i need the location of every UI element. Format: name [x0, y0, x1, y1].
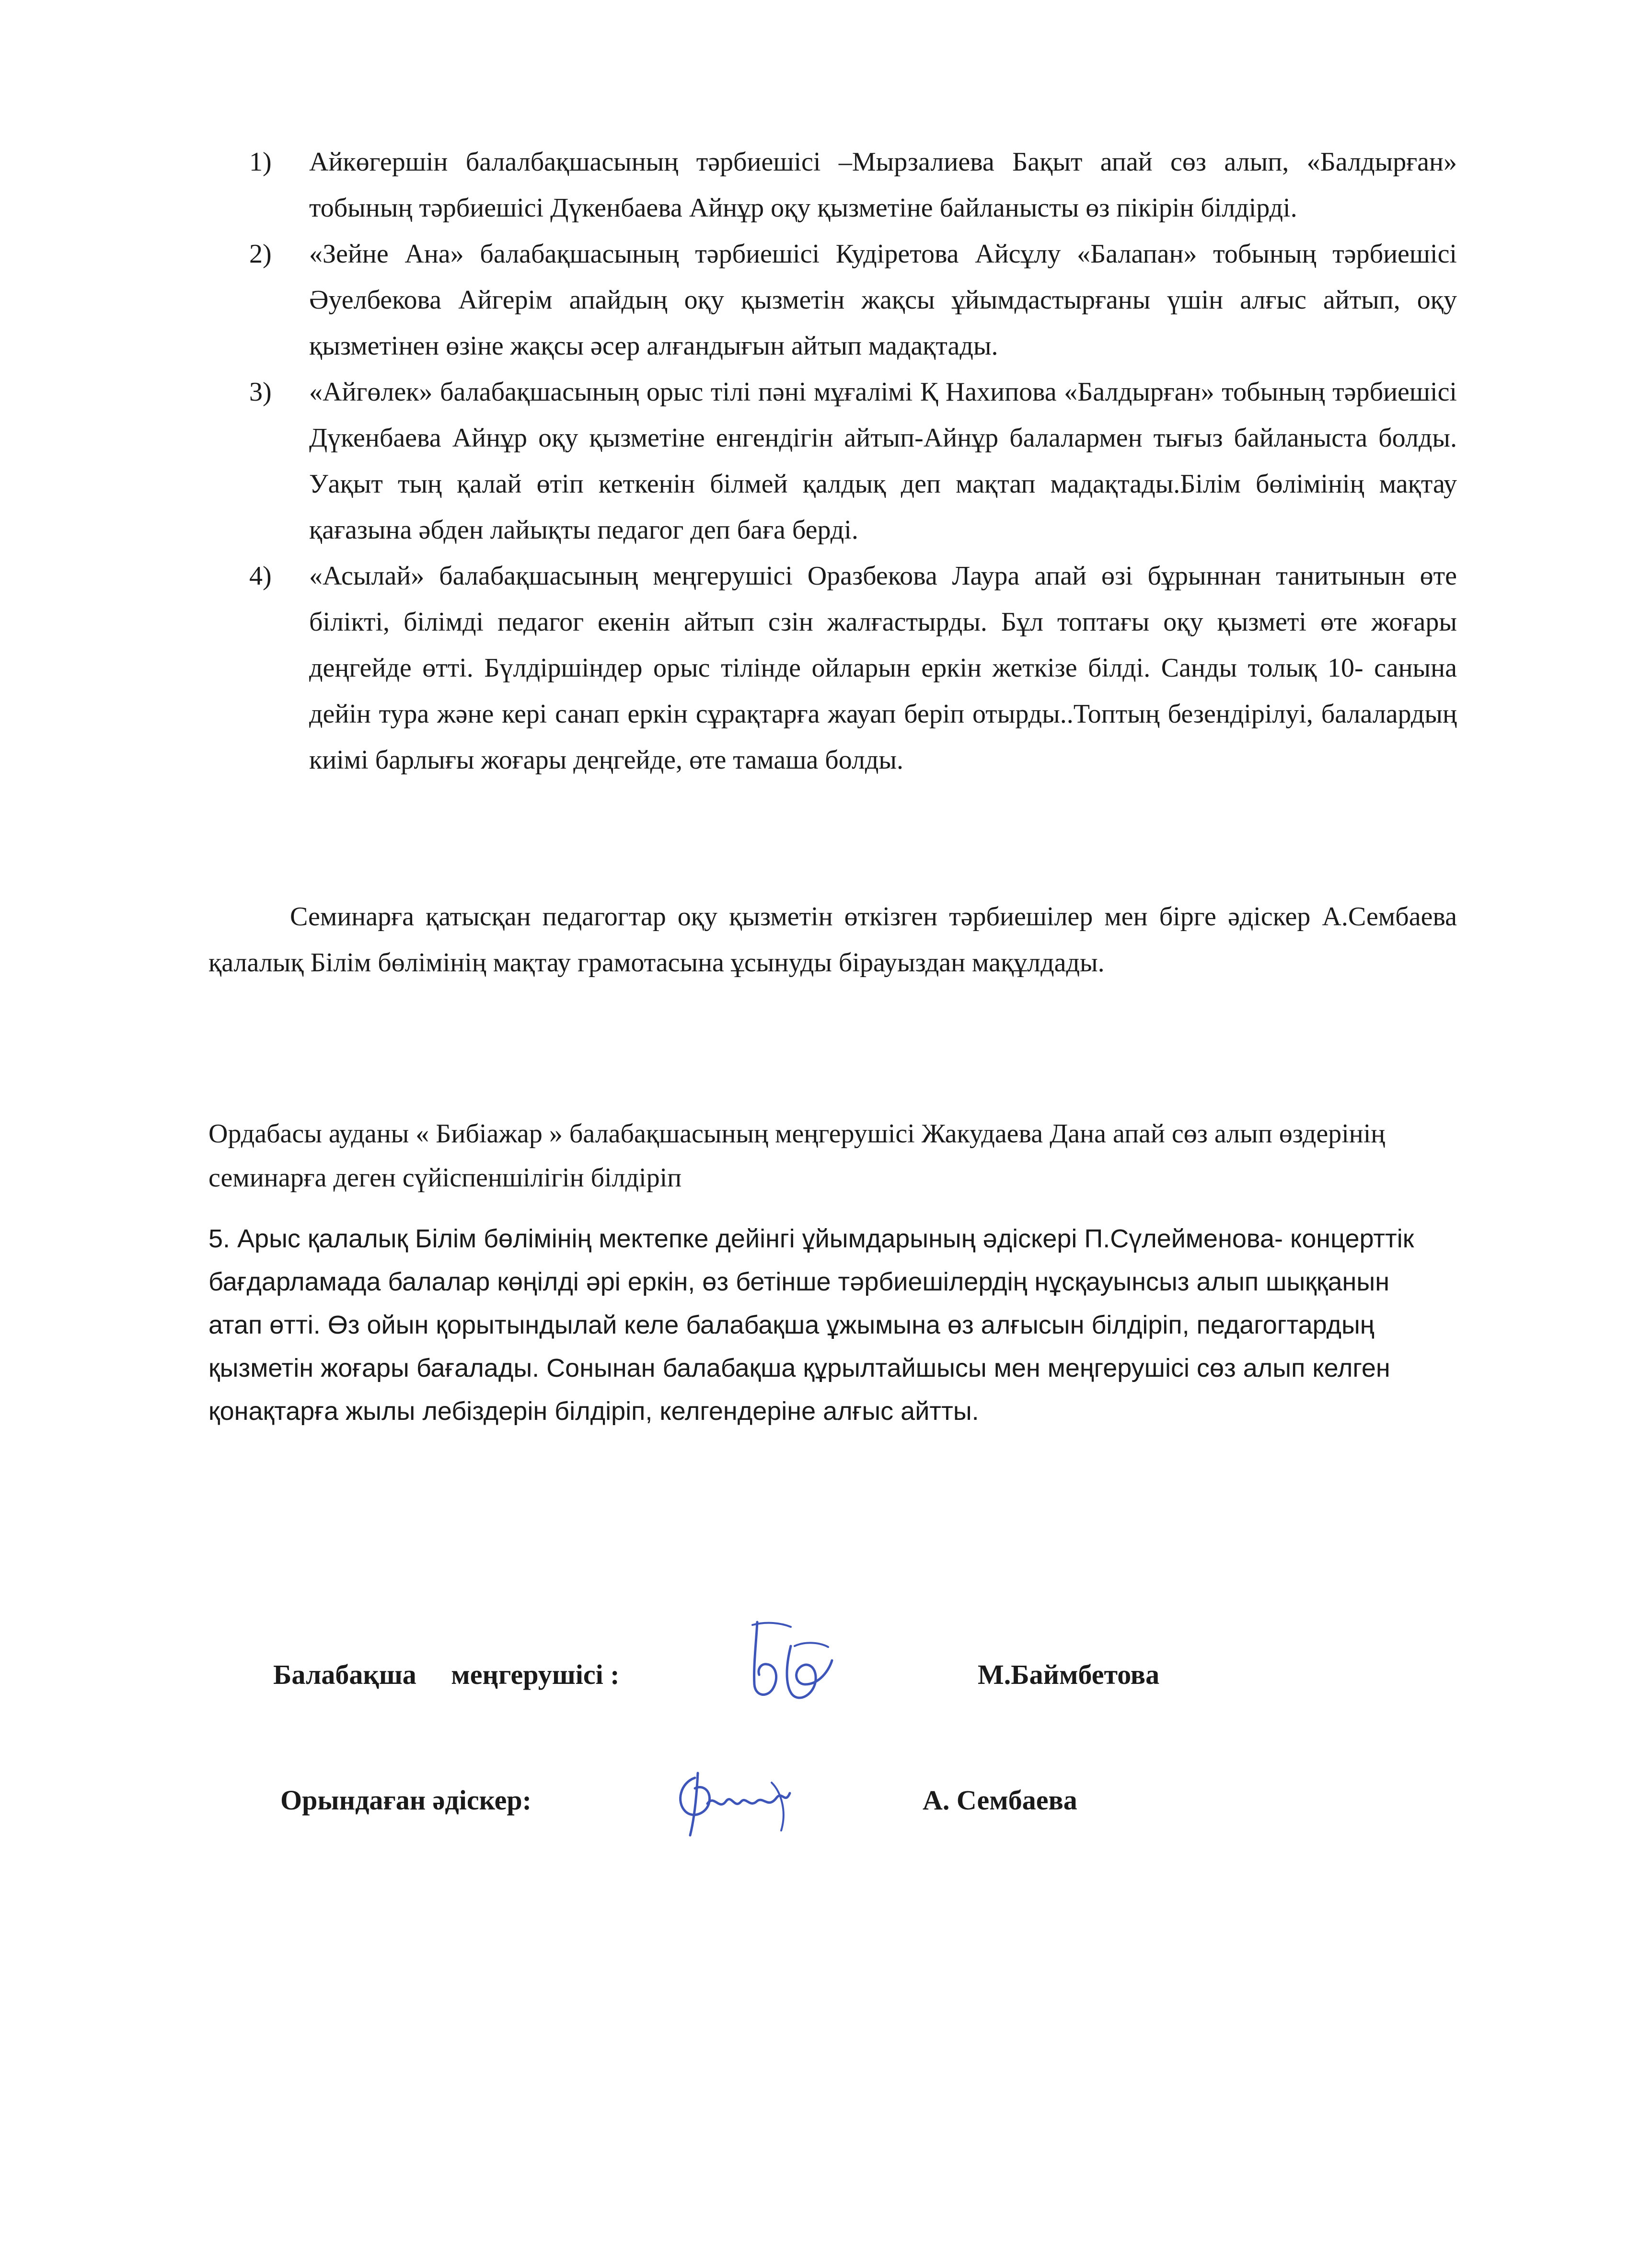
signatory-name: М.Баймбетова: [978, 1659, 1160, 1690]
ordabasy-paragraph: Ордабасы ауданы « Бибіажар » балабақшасының меңгерушісі Жакудаева Дана апай сөз алып өздерінің семинарға деген сүйіспеншілігін білдіріп: [208, 1119, 1386, 1193]
handwritten-signature-icon: [661, 1763, 800, 1840]
list-marker: 1): [249, 147, 272, 177]
list-marker: 2): [249, 239, 272, 269]
signature-row-head: [0, 1648, 1652, 1720]
signature-row-methodist: [0, 1773, 1652, 1845]
list-item-text: «Асылай» балабақшасының меңгерушісі Оразбекова Лаура апай өзі бұрыннан танитынын өте білікті, білімді педагог екенін айтып сзін жалғастырды. Бұл топтағы оқу қызметі өте жоғары деңгейде өтті. Бүлдіршіндер орыс тілінде ойларын еркін жеткізе білді. Санды толық 10- санына дейін тура және кері санап еркін сұрақтарға жауап беріп отырды..Топтың безендірілуі, балалардың киімі барлығы жоғары деңгейде, өте тамаша болды.: [309, 561, 1457, 775]
speaker-list: [249, 139, 1457, 783]
signature-title: Балабақша меңгерушісі :: [273, 1659, 620, 1690]
list-marker: 3): [249, 377, 272, 407]
list-item: [249, 231, 1457, 369]
signatory-name: А. Сембаева: [923, 1785, 1077, 1816]
list-item-text: «Айгөлек» балабақшасының орыс тілі пәні мұғалімі Қ Нахипова «Балдырған» тобының тәрбиешісі Дүкенбаева Айнұр оқу қызметіне енгендігін айтып-Айнұр балалармен тығыз байланыста болды. Уақыт тың қалай өтіп кеткенін білмей қалдық деп мақтап мадақтады.Білім бөлімінің мақтау қағазына әбден лайықты педагог деп баға берді.: [309, 377, 1457, 545]
list-item: [249, 139, 1457, 231]
handwritten-signature-icon: [738, 1612, 848, 1708]
list-marker: 4): [249, 561, 272, 591]
list-item: [249, 553, 1457, 783]
signature-title: Орындаған әдіскер:: [280, 1785, 531, 1816]
seminar-paragraph: Семинарға қатысқан педагогтар оқу қызметін өткізген тәрбиешілер мен бірге әдіскер А.Сембаева қалалық Білім бөлімінің мақтау грамотасына ұсынуды бірауыздан мақұлдады.: [208, 902, 1457, 978]
list-item-text: «Зейне Ана» балабақшасының тәрбиешісі Кудіретова Айсұлу «Балапан» тобының тәрбиешісі Әуелбекова Айгерім апайдың оқу қызметін жақсы ұйымдастырғаны үшін алғыс айтып, оқу қызметінен өзіне жақсы әсер алғандығын айтып мадақтады.: [309, 239, 1457, 361]
list-item: [249, 369, 1457, 553]
list-item-text: Айкөгершін балалбақшасының тәрбиешісі –Мырзалиева Бақыт апай сөз алып, «Балдырған» тобының тәрбиешісі Дүкенбаева Айнұр оқу қызметіне байланысты өз пікірін білдірді.: [309, 147, 1457, 223]
arys-paragraph: 5. Арыс қалалық Білім бөлімінің мектепке дейінгі ұйымдарының әдіскері П.Сүлейменова- концерттік бағдарламада балалар көңілді әрі еркін, өз бетінше тәрбиешілердің нұсқауынсыз алып шыққанын атап өтті. Өз ойын қорытындылай келе балабақша ұжымына өз алғысын білдіріп, педагогтардың қызметін жоғары бағалады. Сонынан балабақша құрылтайшысы мен меңгерушісі сөз алып келген қонақтарға жылы лебіздерін білдіріп, келгендеріне алғыс айтты.: [208, 1224, 1414, 1426]
